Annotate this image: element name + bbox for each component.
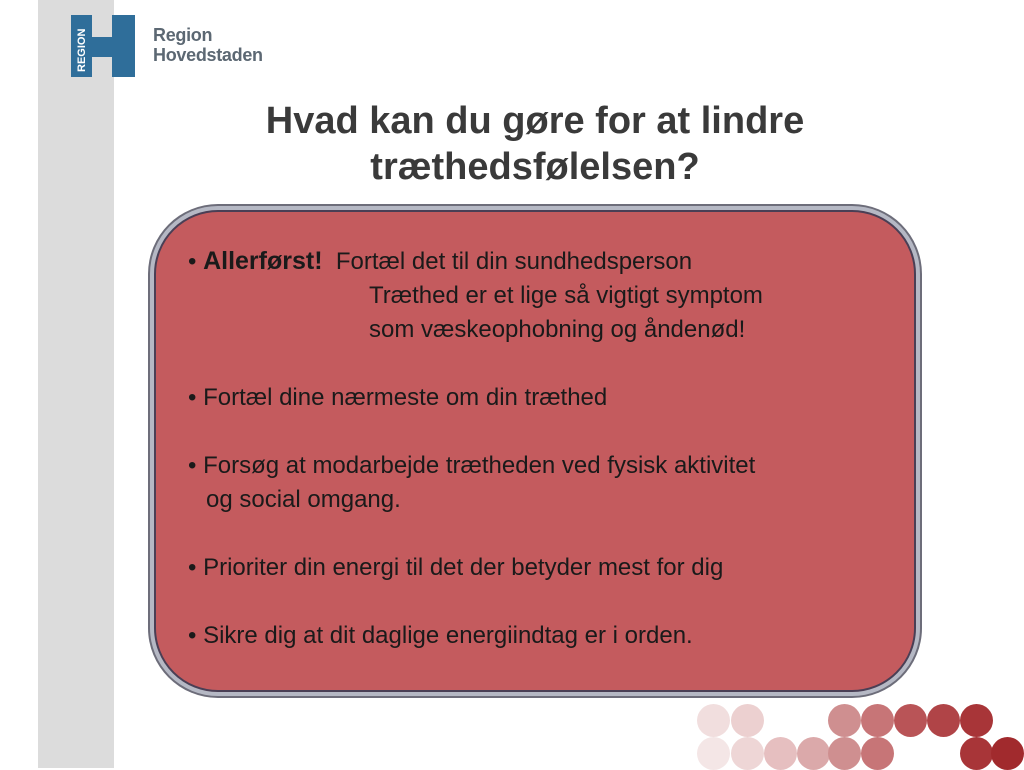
logo-badge-text: REGION	[76, 28, 88, 72]
bullet-marker: •	[188, 554, 204, 581]
bullet-4	[188, 551, 888, 585]
bullet-1-lead: Allerførst!	[203, 247, 323, 275]
bullet-list	[188, 244, 888, 653]
decorative-dot	[697, 737, 730, 770]
bullet-4-text: Prioriter din energi til det der betyder mest for dig	[203, 554, 724, 581]
decorative-dot	[697, 704, 730, 737]
decorative-dot	[991, 737, 1024, 770]
decorative-dot	[960, 704, 993, 737]
bullet-marker: •	[188, 622, 204, 649]
bullet-marker: •	[188, 452, 204, 479]
bullet-1-line2: Træthed er et lige så vigtigt symptom	[369, 282, 763, 309]
bullet-3-text: Forsøg at modarbejde trætheden ved fysisk aktivitet	[203, 452, 756, 479]
logo-h-mark	[71, 15, 135, 77]
bullet-1-text: Fortæl det til din sundhedsperson	[335, 248, 693, 275]
bullet-2	[188, 381, 888, 415]
decorative-dot	[894, 704, 927, 737]
bullet-1	[188, 244, 888, 279]
content-card	[154, 210, 916, 692]
decorative-dot	[861, 737, 894, 770]
decorative-dot-pattern	[692, 700, 1024, 768]
bullet-5	[188, 619, 888, 653]
decorative-dot	[861, 704, 894, 737]
bullet-3-line2: og social omgang.	[206, 486, 401, 513]
decorative-dot	[731, 704, 764, 737]
bullet-marker: •	[188, 248, 204, 275]
bullet-3	[188, 449, 888, 483]
decorative-dot	[828, 704, 861, 737]
decorative-dot	[797, 737, 830, 770]
logo-name-line1: Region	[153, 25, 213, 45]
slide-title-line1: Hvad kan du gøre for at lindre	[265, 100, 805, 142]
slide-title	[150, 98, 920, 190]
decorative-dot	[960, 737, 993, 770]
decorative-dot	[764, 737, 797, 770]
bullet-marker: •	[188, 384, 204, 411]
bullet-5-text: Sikre dig at dit daglige energiindtag er i orden.	[203, 622, 693, 649]
slide-title-line2: træthedsfølelsen?	[370, 146, 700, 188]
bullet-1-line3: som væskeophobning og åndenød!	[369, 316, 746, 343]
decorative-dot	[731, 737, 764, 770]
region-hovedstaden-logo	[71, 15, 281, 79]
left-margin-band	[0, 0, 38, 768]
decorative-dot	[828, 737, 861, 770]
decorative-dot	[927, 704, 960, 737]
logo-name	[153, 25, 263, 65]
bullet-2-text: Fortæl dine nærmeste om din træthed	[203, 384, 608, 411]
side-gray-band	[38, 0, 114, 768]
logo-name-line2: Hovedstaden	[153, 45, 263, 65]
